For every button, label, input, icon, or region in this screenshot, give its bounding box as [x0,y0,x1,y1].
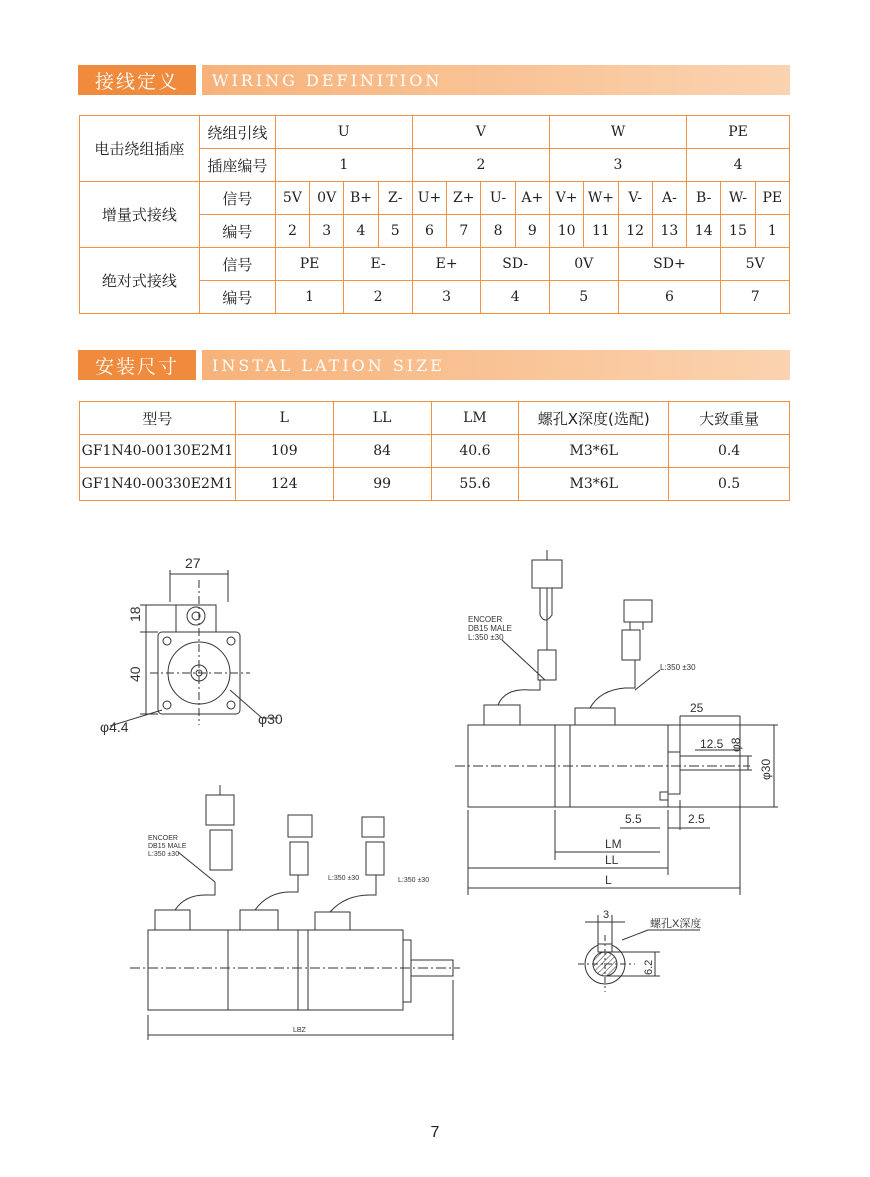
incremental-pin: 12 [618,215,652,248]
incremental-pin: 13 [652,215,686,248]
install-value: 40.6 [431,435,519,468]
dim-2-5: 2.5 [688,812,705,826]
dim-12-5: 12.5 [700,737,724,751]
install-value: 84 [333,435,431,468]
row-label-motor: 电击绕组插座 [80,116,200,182]
motor-pin: 2 [412,149,549,182]
dim-top: 18 [127,606,143,622]
install-header: 螺孔X深度(选配) [519,402,669,435]
motor-lead: PE [687,116,790,149]
incremental-signal: Z- [378,182,412,215]
brake-encoder-label-1: ENCOER [148,835,178,842]
incremental-pin: 2 [275,215,309,248]
dim-circle: φ30 [258,711,283,727]
incremental-signal: Z+ [447,182,481,215]
motor-lead: U [275,116,412,149]
dim-3: 3 [603,909,610,921]
sub-label: 编号 [199,281,275,314]
sub-label: 信号 [199,182,275,215]
wiring-table [79,115,790,314]
incremental-signal: B+ [344,182,378,215]
absolute-pin: 6 [618,281,721,314]
technical-drawing [0,530,870,1130]
section-header-wiring [78,65,790,95]
absolute-signal: 5V [721,248,790,281]
shaft-label: 螺孔X深度 [650,918,702,930]
motor-lead: W [549,116,686,149]
section-title-cn: 接线定义 [78,65,196,95]
brake-motor-view [130,785,460,1040]
incremental-pin: 6 [412,215,446,248]
install-value: M3*6L [519,468,669,501]
dim-lbz: LBZ [293,1027,306,1034]
page-number: 7 [430,1124,440,1141]
sub-label: 信号 [199,248,275,281]
absolute-pin: 2 [344,281,413,314]
section-header-install [78,350,790,380]
brake-encoder-label-2: DB15 MALE [148,843,187,850]
install-header: 型号 [80,402,236,435]
absolute-pin: 3 [412,281,481,314]
absolute-signal: SD+ [618,248,721,281]
model-cell: GF1N40-00130E2M1 [80,435,236,468]
incremental-pin: 5 [378,215,412,248]
front-view [110,570,278,726]
dim-hole: φ4.4 [100,719,129,735]
dim-lm: LM [605,837,622,851]
motor-pin: 3 [549,149,686,182]
incremental-pin: 4 [344,215,378,248]
dim-6-2: 6.2 [643,959,655,975]
incremental-signal: A- [652,182,686,215]
sub-label: 绕组引线 [199,116,275,149]
incremental-signal: B- [687,182,721,215]
install-value: 0.4 [669,435,790,468]
install-value: M3*6L [519,435,669,468]
absolute-pin: 1 [275,281,344,314]
model-cell: GF1N40-00330E2M1 [80,468,236,501]
incremental-pin: 11 [584,215,618,248]
cable-length-label: L:350 ±30 [660,663,696,672]
brake-encoder-label-3: L:350 ±30 [148,851,180,858]
section-title-cn: 安装尺寸 [78,350,196,380]
dim-width: 27 [185,555,201,571]
sub-label: 编号 [199,215,275,248]
incremental-pin: 8 [481,215,515,248]
encoder-label-1: ENCOER [468,615,503,624]
incremental-pin: 14 [687,215,721,248]
incremental-signal: V- [618,182,652,215]
install-header: LL [333,402,431,435]
incremental-pin: 10 [549,215,583,248]
incremental-pin: 9 [515,215,549,248]
absolute-signal: PE [275,248,344,281]
incremental-signal: U- [481,182,515,215]
incremental-signal: A+ [515,182,549,215]
install-value: 55.6 [431,468,519,501]
row-label-absolute: 绝对式接线 [80,248,200,314]
dim-5-5: 5.5 [625,812,642,826]
absolute-signal: E- [344,248,413,281]
install-value: 99 [333,468,431,501]
motor-lead: V [412,116,549,149]
encoder-label-3: L:350 ±30 [468,633,504,642]
dim-25: 25 [690,701,704,715]
dim-ll: LL [605,853,619,867]
dim-d30: φ30 [759,758,773,780]
incremental-signal: U+ [412,182,446,215]
dim-d8: φ8 [729,737,743,752]
absolute-signal: SD- [481,248,550,281]
brake-cable-2-label: L:350 ±30 [398,877,430,884]
sub-label: 插座编号 [199,149,275,182]
section-title-en: INSTAL LATION SIZE [202,350,790,380]
install-value: 124 [235,468,333,501]
absolute-signal: 0V [549,248,618,281]
install-value: 109 [235,435,333,468]
absolute-pin: 4 [481,281,550,314]
section-title-en: WIRING DEFINITION [202,65,790,95]
incremental-signal: W+ [584,182,618,215]
incremental-signal: 5V [275,182,309,215]
install-value: 0.5 [669,468,790,501]
incremental-signal: 0V [310,182,344,215]
install-size-table [79,401,790,501]
absolute-signal: E+ [412,248,481,281]
install-header: LM [431,402,519,435]
incremental-signal: PE [755,182,789,215]
incremental-pin: 7 [447,215,481,248]
row-label-incremental: 增量式接线 [80,182,200,248]
absolute-pin: 5 [549,281,618,314]
encoder-label-2: DB15 MALE [468,624,513,633]
absolute-pin: 7 [721,281,790,314]
motor-pin: 1 [275,149,412,182]
incremental-signal: W- [721,182,755,215]
incremental-pin: 1 [755,215,789,248]
install-header: 大致重量 [669,402,790,435]
install-header: L [235,402,333,435]
incremental-signal: V+ [549,182,583,215]
brake-cable-1-label: L:350 ±30 [328,875,360,882]
incremental-pin: 15 [721,215,755,248]
dim-side: 40 [127,666,143,682]
incremental-pin: 3 [310,215,344,248]
motor-pin: 4 [687,149,790,182]
dim-l: L [605,873,612,887]
